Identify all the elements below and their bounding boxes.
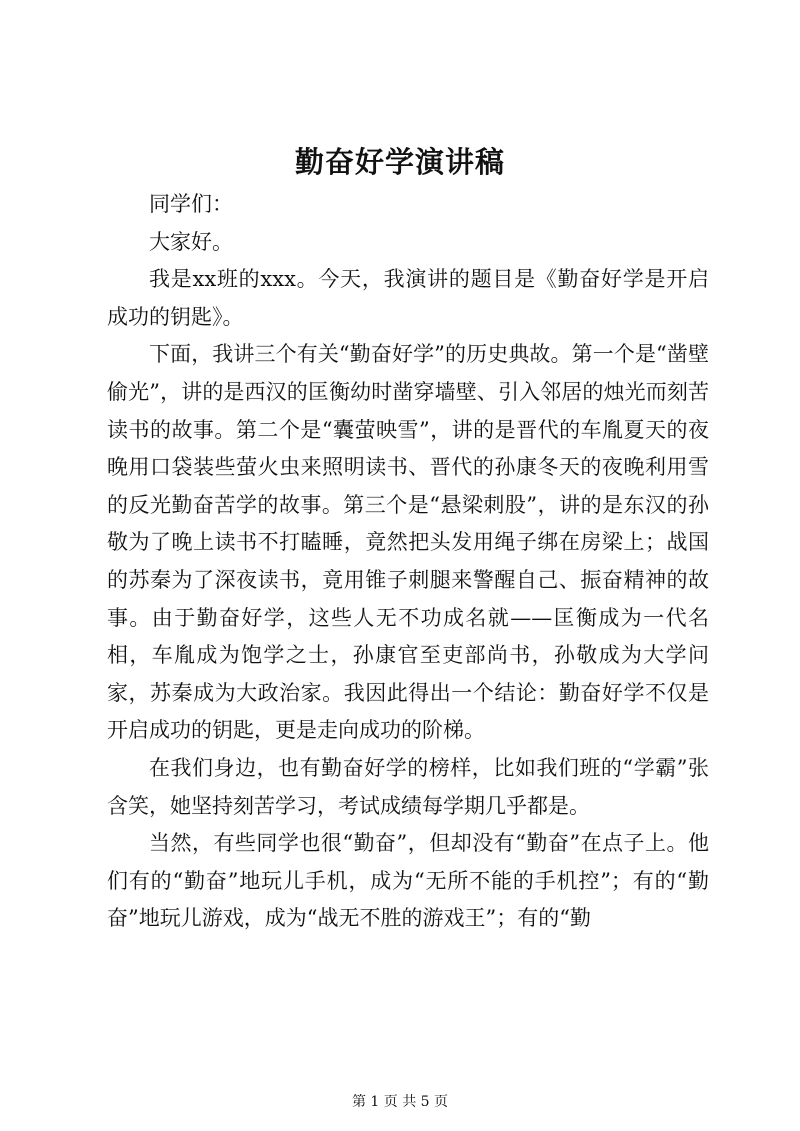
paragraph-role-model: 在我们身边，也有勤奋好学的榜样，比如我们班的“学霸”张含笑，她坚持刻苦学习，考试成绩每学期几乎都是。 [107,755,709,818]
paragraph-hello: 大家好。 [149,229,233,254]
document-title: 勤奋好学演讲稿 [294,145,505,179]
paragraph-greeting: 同学们： [149,192,233,216]
paragraph-intro: 我是xx班的xxx。今天，我演讲的题目是《勤奋好学是开启成功的钥匙》。 [107,267,709,329]
paragraph-misdirected-effort: 当然，有些同学也很“勤奋”，但却没有“勤奋”在点子上。他们有的“勤奋”地玩儿手机，成为“无所不能的手机控”；有的“勤奋”地玩儿游戏，成为“战无不胜的游戏王”；有的“勤 [107,831,709,931]
page-indicator: 第 1 页 共 5 页 [351,1094,449,1110]
paragraph-stories: 下面，我讲三个有关“勤奋好学”的历史典故。第一个是“凿壁偷光”，讲的是西汉的匡衡幼时凿穿墙壁、引入邻居的烛光而刻苦读书的故事。第二个是“囊萤映雪”，讲的是晋代的车胤夏天的夜晚用口袋装些萤火虫来照明读书、晋代的孙康冬天的夜晚利用雪的反光勤奋苦学的故事。第三个是“悬梁刺股”，讲的是东汉的孙敬为了晚上读书不打瞌睡，竟然把头发用绳子绑在房梁上；战国的苏秦为了深夜读书，竟用锥子刺腿来警醒自己、振奋精神的故事。由于勤奋好学，这些人无不功成名就——匡衡成为一代名相，车胤成为饱学之士，孙康官至吏部尚书，孙敬成为大学问家，苏秦成为大政治家。我因此得出一个结论：勤奋好学不仅是开启成功的钥匙，更是走向成功的阶梯。 [107,342,709,743]
document-body [107,186,709,938]
